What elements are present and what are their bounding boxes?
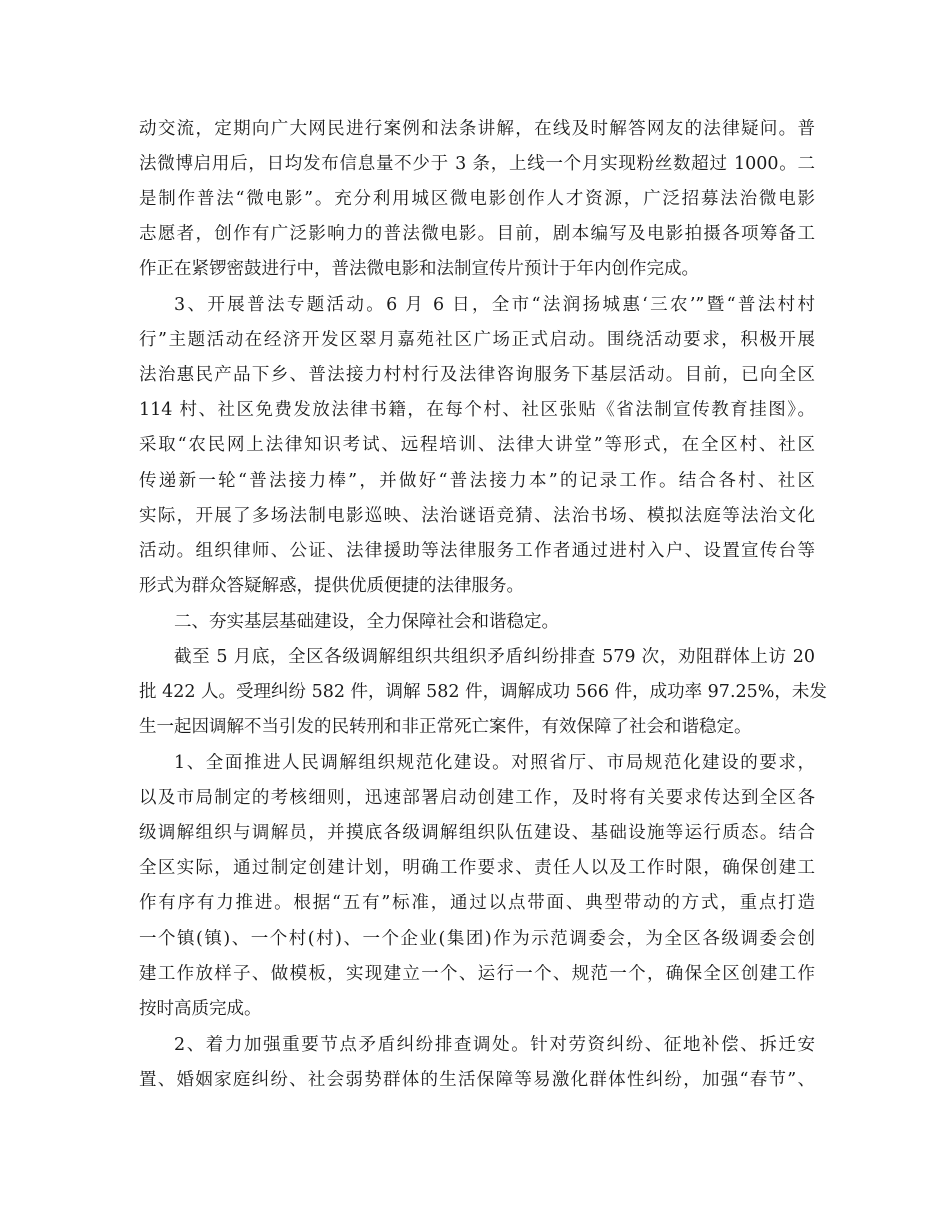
text-line: 作正在紧锣密鼓进行中，普法微电影和法制宣传片预计于年内创作完成。 xyxy=(139,259,699,279)
text-line: 一个镇(镇)、一个村(村)、一个企业(集团)作为示范调委会，为全区各级调委会创 xyxy=(139,929,815,949)
text-line: 形式为群众答疑解惑，提供优质便捷的法律服务。 xyxy=(139,576,524,596)
text-line: 1、全面推进人民调解组织规范化建设。对照省厅、市局规范化建设的要求， xyxy=(174,753,815,773)
text-line: 法治惠民产品下乡、普法接力村村行及法律咨询服务下基层活动。目前，已向全区 xyxy=(139,365,815,385)
text-line: 2、着力加强重要节点矛盾纠纷排查调处。针对劳资纠纷、征地补偿、拆迁安 xyxy=(174,1035,815,1055)
text-line: 以及市局制定的考核细则，迅速部署启动创建工作，及时将有关要求传达到全区各 xyxy=(139,788,815,808)
text-line: 法微博启用后，日均发布信息量不少于 3 条，上线一个月实现粉丝数超过 1000。二 xyxy=(139,154,815,174)
text-line: 建工作放样子、做模板，实现建立一个、运行一个、规范一个，确保全区创建工作 xyxy=(139,964,815,984)
text-line: 动交流，定期向广大网民进行案例和法条讲解，在线及时解答网友的法律疑问。普 xyxy=(139,119,815,139)
text-line: 批 422 人。受理纠纷 582 件，调解 582 件，调解成功 566 件，成功率 97.25%，未发 xyxy=(139,682,827,702)
text-line: 志愿者，创作有广泛影响力的普法微电影。目前，剧本编写及电影拍摄各项筹备工 xyxy=(139,224,815,244)
text-line: 行”主题活动在经济开发区翠月嘉苑社区广场正式启动。围绕活动要求，积极开展 xyxy=(139,330,815,350)
text-line: 全区实际，通过制定创建计划，明确工作要求、责任人以及工作时限，确保创建工 xyxy=(139,858,815,878)
text-line: 级调解组织与调解员，并摸底各级调解组织队伍建设、基础设施等运行质态。结合 xyxy=(139,823,815,843)
text-line: 按时高质完成。 xyxy=(139,999,262,1019)
text-line: 置、婚姻家庭纠纷、社会弱势群体的生活保障等易激化群体性纠纷，加强“春节”、 xyxy=(139,1070,815,1090)
text-line: 生一起因调解不当引发的民转刑和非正常死亡案件，有效保障了社会和谐稳定。 xyxy=(139,717,752,737)
text-line: 作有序有力推进。根据“五有”标准，通过以点带面、典型带动的方式，重点打造 xyxy=(139,893,815,913)
text-line: 活动。组织律师、公证、法律援助等法律服务工作者通过进村入户、设置宣传台等 xyxy=(139,541,815,561)
section-heading: 二、夯实基层基础建设，全力保障社会和谐稳定。 xyxy=(174,612,559,632)
text-line: 采取“农民网上法律知识考试、远程培训、法律大讲堂”等形式，在全区村、社区 xyxy=(139,435,815,455)
text-line: 114 村、社区免费发放法律书籍，在每个村、社区张贴《省法制宣传教育挂图》。 xyxy=(139,400,815,420)
text-line: 实际，开展了多场法制电影巡映、法治谜语竞猜、法治书场、模拟法庭等法治文化 xyxy=(139,506,815,526)
text-line: 截至 5 月底，全区各级调解组织共组织矛盾纠纷排查 579 次，劝阻群体上访 20 xyxy=(174,647,815,667)
text-line: 是制作普法“微电影”。充分利用城区微电影创作人才资源，广泛招募法治微电影 xyxy=(139,189,815,209)
text-line: 3、开展普法专题活动。6 月 6 日，全市“法润扬城惠‘三农’”暨“普法村村 xyxy=(174,295,815,315)
text-line: 传递新一轮“普法接力棒”，并做好“普法接力本”的记录工作。结合各村、社区 xyxy=(139,471,815,491)
